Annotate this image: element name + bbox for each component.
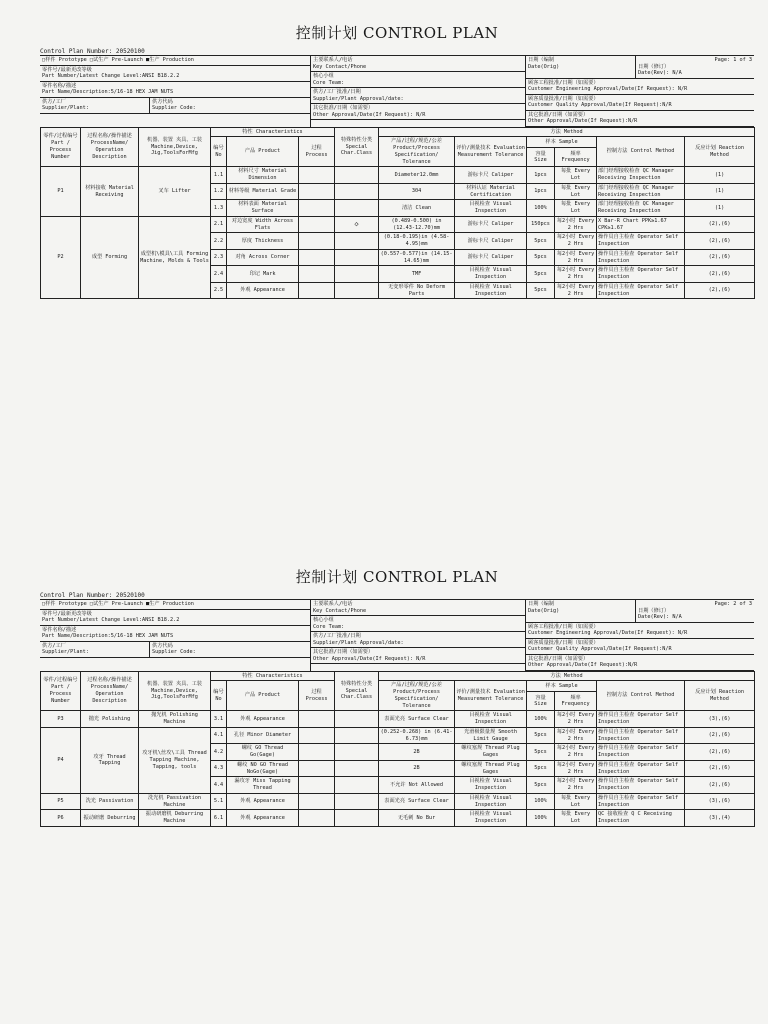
cell-size: 5pcs	[527, 760, 555, 777]
core-team-label: 核心小组	[313, 617, 334, 623]
col-sample: 样本 Sample	[527, 681, 597, 692]
col-process-name: 过程名称/操作描述 ProcessName/ Operation Description	[81, 127, 139, 167]
part-name-label: 零件名称/描述	[42, 82, 77, 89]
cell-freq: 每批 Every Lot	[555, 167, 597, 184]
cell-method: X Bar-R Chart PPK≥1.67 CPK≥1.67	[597, 216, 685, 233]
cell-special	[335, 266, 379, 283]
cell-eval: 目视检查 Visual Inspection	[455, 793, 527, 810]
part-name-value: Part Name/Description:5/16-18 HEX JAM NUTS	[42, 89, 174, 95]
page-number: Page: 1 of 3	[714, 57, 752, 63]
cell-process	[299, 793, 335, 810]
cell-spec: Diameter12.0mm	[379, 167, 455, 184]
cell-special	[335, 200, 379, 217]
part-number-label: 零件号/最新更改等级	[42, 610, 92, 617]
cell-method: 操作员自主检查 Operator Self Inspection	[597, 282, 685, 299]
cell-part: P2	[41, 216, 81, 299]
part-number-value: Part Number/Latest Change Level:ANSI B18.2.2	[42, 73, 180, 79]
supplier-code-label: 供方代码	[152, 642, 173, 649]
cell-special	[335, 727, 379, 744]
cell-process	[299, 167, 335, 184]
cell-eval: 目视检查 Visual Inspection	[455, 282, 527, 299]
plant-approval-value: Supplier/Plant Approval/date:	[313, 95, 404, 102]
cell-freq: 每批 Every Lot	[555, 810, 597, 827]
col-process-name: 过程名称/操作描述 ProcessName/ Operation Description	[81, 671, 139, 711]
table-row	[41, 711, 755, 728]
cell-spec: 2B	[379, 760, 455, 777]
cell-spec: 表面光亮 Surface Clear	[379, 711, 455, 728]
cell-eval: 游标卡尺 Caliper	[455, 249, 527, 266]
col-sample: 样本 Sample	[527, 137, 597, 148]
cell-reaction: (2),(6)	[685, 744, 755, 761]
supplier-value: Supplier/Plant:	[42, 649, 89, 655]
cell-eval: 螺纹塞规 Thread Plug Gages	[455, 760, 527, 777]
other-approval-right-value: Other Approval/Date(If Request):N/R	[528, 662, 638, 668]
other-approval-right-label: 其它批准/日期（如需要）	[528, 111, 589, 118]
other-approval-value: Other Approval/Date(If Request): N/R	[313, 655, 426, 662]
key-contact-value: Key Contact/Phone	[313, 607, 367, 614]
cell-method: 部门经理接收检查 QC Manager Receiving Inspection	[597, 200, 685, 217]
cell-no: 1.3	[211, 200, 227, 217]
cell-no: 2.1	[211, 216, 227, 233]
date-rev-label: 日期（修订）	[638, 63, 670, 70]
cell-eval: 材料认证 Material Certification	[455, 183, 527, 200]
cust-quality-label: 顾客质量批准/日期（如需要）	[528, 95, 599, 102]
cell-process	[299, 810, 335, 827]
supplier-code-value: Supplier Code:	[152, 649, 196, 655]
col-method-group: 方法 Method	[379, 127, 755, 137]
cell-no: 4.2	[211, 744, 227, 761]
table-row	[41, 167, 755, 184]
cell-reaction: (1)	[685, 167, 755, 184]
cell-freq: 每批 Every Lot	[555, 200, 597, 217]
cust-quality-value: Customer Quality Approval/Date(If Request):N/R	[528, 102, 672, 108]
col-machine: 机器、装置 夹具、工装 Machine,Device, Jig,ToolsForMfg	[139, 127, 211, 167]
cell-mach: 抛光机 Polishing Machine	[139, 711, 211, 728]
cell-process	[299, 777, 335, 794]
col-no: 编号 No	[211, 681, 227, 711]
date-rev-value: Date(Rev): N/A	[638, 70, 682, 76]
cell-reaction: (2),(6)	[685, 727, 755, 744]
cell-product: 外观 Appearance	[227, 711, 299, 728]
cell-process	[299, 711, 335, 728]
part-number-label: 零件号/最新更改等级	[42, 66, 92, 73]
cell-method: 操作员自主检查 Operator Self Inspection	[597, 793, 685, 810]
col-characteristics: 特性 Characteristics	[211, 127, 335, 137]
cell-freq: 每2小时 Every 2 Hrs	[555, 711, 597, 728]
col-spec: 产品/过程/规范/公差 Product/Process Specification/ Tolerance	[379, 137, 455, 167]
other-approval-right-label: 其它批准/日期（如需要）	[528, 655, 589, 662]
col-reaction: 反应计划 Reaction Method	[685, 137, 755, 167]
col-no: 编号 No	[211, 137, 227, 167]
cust-eng-label: 顾客工程批准/日期（如需要）	[528, 79, 599, 86]
cell-method: 操作员自主检查 Operator Self Inspection	[597, 727, 685, 744]
core-team-value: Core Team:	[313, 623, 345, 630]
cell-process	[299, 266, 335, 283]
cell-no: 4.4	[211, 777, 227, 794]
table-header	[41, 671, 755, 711]
col-size: 容量 Size	[527, 148, 555, 167]
cell-freq: 每2小时 Every 2 Hrs	[555, 266, 597, 283]
cell-special: ◇	[335, 216, 379, 233]
cell-product: 外观 Appearance	[227, 810, 299, 827]
cell-size: 5pcs	[527, 249, 555, 266]
cell-product: 材料尺寸 Material Dimension	[227, 167, 299, 184]
cell-special	[335, 282, 379, 299]
cell-spec: 不允许 Not Allowed	[379, 777, 455, 794]
cell-spec: 2B	[379, 744, 455, 761]
cell-process	[299, 233, 335, 250]
cell-reaction: (1)	[685, 183, 755, 200]
table-header	[41, 127, 755, 167]
cell-part: P4	[41, 727, 81, 793]
key-contact-value: Key Contact/Phone	[313, 63, 367, 70]
cell-freq: 每2小时 Every 2 Hrs	[555, 777, 597, 794]
col-characteristics: 特性 Characteristics	[211, 671, 335, 681]
col-product: 产品 Product	[227, 681, 299, 711]
control-plan-sheet-1	[40, 22, 754, 299]
cell-mach: 成型机\模具\工具 Forming Machine, Molds & Tools	[139, 216, 211, 299]
cell-special	[335, 183, 379, 200]
cell-product: 厚度 Thickness	[227, 233, 299, 250]
cell-mach: 洗光机 Passivation Machine	[139, 793, 211, 810]
cell-method: 操作员自主检查 Operator Self Inspection	[597, 777, 685, 794]
cell-size: 5pcs	[527, 727, 555, 744]
cell-method: QC 接收检查 Q C Receiving Inspection	[597, 810, 685, 827]
cell-reaction: (2),(6)	[685, 249, 755, 266]
cell-proc: 攻牙 Thread Tapping	[81, 727, 139, 793]
col-special: 特殊特性分类 Special Char.Class	[335, 127, 379, 167]
cell-special	[335, 760, 379, 777]
cell-spec: (0.18-0.195)in (4.58-4.95)mm	[379, 233, 455, 250]
cell-size: 100%	[527, 200, 555, 217]
date-rev-value: Date(Rev): N/A	[638, 614, 682, 620]
cell-size: 5pcs	[527, 233, 555, 250]
part-name-label: 零件名称/描述	[42, 626, 77, 633]
col-spec: 产品/过程/规范/公差 Product/Process Specification/ Tolerance	[379, 681, 455, 711]
supplier-label: 供方/工厂	[42, 98, 66, 105]
cell-eval: 目视检查 Visual Inspection	[455, 200, 527, 217]
other-approval-right-value: Other Approval/Date(If Request):N/R	[528, 118, 638, 124]
cell-spec: 304	[379, 183, 455, 200]
other-approval-label: 其它批准/日期（如需要）	[313, 105, 374, 111]
cell-size: 5pcs	[527, 266, 555, 283]
supplier-value: Supplier/Plant:	[42, 105, 89, 111]
cell-process	[299, 727, 335, 744]
cell-method: 操作员自主检查 Operator Self Inspection	[597, 249, 685, 266]
cell-reaction: (3),(6)	[685, 793, 755, 810]
cell-freq: 每2小时 Every 2 Hrs	[555, 233, 597, 250]
key-contact-label: 主要联系人/电话	[313, 57, 353, 63]
cell-freq: 每批 Every Lot	[555, 793, 597, 810]
cell-no: 3.1	[211, 711, 227, 728]
cell-reaction: (2),(6)	[685, 216, 755, 233]
control-plan-sheet-2	[40, 566, 754, 827]
plant-approval-label: 供方/工厂批准/日期	[313, 633, 361, 639]
table-body-1	[41, 167, 755, 299]
cell-process	[299, 216, 335, 233]
cell-product: 对边宽度 Width Across Flats	[227, 216, 299, 233]
cell-size: 5pcs	[527, 744, 555, 761]
core-team-label: 核心小组	[313, 73, 334, 79]
cell-mach: 攻牙机\丝攻\工具 Thread Tapping Machine, Tapping, tools	[139, 727, 211, 793]
cell-size: 100%	[527, 711, 555, 728]
cell-part: P6	[41, 810, 81, 827]
date-orig-value: Date(Orig)	[528, 607, 560, 614]
table-row	[41, 810, 755, 827]
plan-number: Control Plan Number: 20520100	[40, 588, 754, 600]
table-body-2	[41, 711, 755, 827]
col-part: 零件/过程编号 Part / Process Number	[41, 671, 81, 711]
cell-no: 1.2	[211, 183, 227, 200]
supplier-code-value: Supplier Code:	[152, 105, 196, 111]
cell-eval: 游标卡尺 Caliper	[455, 216, 527, 233]
col-process: 过程 Process	[299, 137, 335, 167]
cell-special	[335, 793, 379, 810]
cust-quality-label: 顾客质量批准/日期（如需要）	[528, 639, 599, 646]
col-frequency: 频率 Frequency	[555, 692, 597, 711]
date-rev-label: 日期（修订）	[638, 607, 670, 614]
cell-freq: 每2小时 Every 2 Hrs	[555, 760, 597, 777]
date-orig-value: Date(Orig)	[528, 63, 560, 70]
col-method-group: 方法 Method	[379, 671, 755, 681]
part-name-value: Part Name/Description:5/16-18 HEX JAM NUTS	[42, 633, 174, 639]
cell-no: 5.1	[211, 793, 227, 810]
cell-special	[335, 167, 379, 184]
cell-part: P1	[41, 167, 81, 217]
cell-spec: TMF	[379, 266, 455, 283]
cell-freq: 每2小时 Every 2 Hrs	[555, 216, 597, 233]
cell-product: 外观 Appearance	[227, 282, 299, 299]
cell-method: 操作员自主检查 Operator Self Inspection	[597, 266, 685, 283]
supplier-label: 供方/工厂	[42, 642, 66, 649]
page-number: Page: 2 of 3	[714, 601, 752, 607]
cell-special	[335, 233, 379, 250]
cell-spec: 表面光亮 Surface Clear	[379, 793, 455, 810]
cell-size: 150pcs	[527, 216, 555, 233]
cell-product: 外观 Appearance	[227, 793, 299, 810]
cell-reaction: (1)	[685, 200, 755, 217]
cell-product: 螺纹 GO Thread Go(Gage)	[227, 744, 299, 761]
cust-quality-value: Customer Quality Approval/Date(If Request):N/R	[528, 646, 672, 652]
page-title: 控制计划 CONTROL PLAN	[295, 24, 499, 42]
col-size: 容量 Size	[527, 692, 555, 711]
supplier-code-label: 供方代码	[152, 98, 173, 105]
cell-freq: 每批 Every Lot	[555, 183, 597, 200]
cell-product: 孔径 Minor Diameter	[227, 727, 299, 744]
cell-method: 部门经理接收检查 QC Manager Receiving Inspection	[597, 167, 685, 184]
cell-eval: 游标卡尺 Caliper	[455, 167, 527, 184]
part-number-value: Part Number/Latest Change Level:ANSI B18.2.2	[42, 617, 180, 623]
cell-eval: 螺纹塞规 Thread Plug Gages	[455, 744, 527, 761]
stage: □样件 Prototype □试生产 Pre-Launch ■生产 Production	[40, 600, 310, 610]
cell-size: 5pcs	[527, 777, 555, 794]
cell-product: 材料表面 Material Surface	[227, 200, 299, 217]
date-orig-label: 日期（编制	[528, 601, 554, 607]
cell-reaction: (2),(6)	[685, 266, 755, 283]
cell-reaction: (2),(6)	[685, 282, 755, 299]
cust-eng-value: Customer Engineering Approval/Date(If Request): N/R	[528, 86, 688, 92]
cell-proc: 洗光 Passivation	[81, 793, 139, 810]
cell-method: 操作员自主检查 Operator Self Inspection	[597, 760, 685, 777]
cell-mach: 振动研磨机 Deburring Machine	[139, 810, 211, 827]
cell-proc: 材料接收 Material Receiving	[81, 167, 139, 217]
header-block	[40, 56, 754, 127]
cell-process	[299, 200, 335, 217]
cell-reaction: (3),(4)	[685, 810, 755, 827]
cell-freq: 每2小时 Every 2 Hrs	[555, 249, 597, 266]
cell-no: 2.3	[211, 249, 227, 266]
cell-product: 漏攻牙 Miss Tapping Thread	[227, 777, 299, 794]
col-process: 过程 Process	[299, 681, 335, 711]
control-plan-table	[40, 671, 755, 827]
cell-mach: 叉车 Lifter	[139, 167, 211, 217]
cell-special	[335, 711, 379, 728]
col-product: 产品 Product	[227, 137, 299, 167]
cell-no: 2.2	[211, 233, 227, 250]
cell-reaction: (2),(6)	[685, 777, 755, 794]
cell-spec: (0.252-0.268) in (6.41-6.73)mm	[379, 727, 455, 744]
col-machine: 机器、装置 夹具、工装 Machine,Device, Jig,ToolsForMfg	[139, 671, 211, 711]
col-control-method: 控制方法 Control Method	[597, 137, 685, 167]
cust-eng-label: 顾客工程批准/日期（如需要）	[528, 623, 599, 630]
cell-reaction: (2),(6)	[685, 760, 755, 777]
cell-process	[299, 760, 335, 777]
col-reaction: 反应计划 Reaction Method	[685, 681, 755, 711]
cell-no: 4.1	[211, 727, 227, 744]
cell-no: 2.5	[211, 282, 227, 299]
cell-eval: 目视检查 Visual Inspection	[455, 266, 527, 283]
cell-proc: 振动研磨 Deburring	[81, 810, 139, 827]
cell-method: 操作员自主检查 Operator Self Inspection	[597, 233, 685, 250]
cell-product: 印记 Mark	[227, 266, 299, 283]
plant-approval-value: Supplier/Plant Approval/date:	[313, 639, 404, 646]
cell-size: 1pcs	[527, 183, 555, 200]
col-control-method: 控制方法 Control Method	[597, 681, 685, 711]
cell-proc: 抛光 Polishing	[81, 711, 139, 728]
other-approval-value: Other Approval/Date(If Request): N/R	[313, 111, 426, 118]
cell-spec: 无变形零件 No Deform Parts	[379, 282, 455, 299]
cell-no: 1.1	[211, 167, 227, 184]
col-part: 零件/过程编号 Part / Process Number	[41, 127, 81, 167]
cell-freq: 每2小时 Every 2 Hrs	[555, 727, 597, 744]
cell-spec: 清洁 Clean	[379, 200, 455, 217]
cell-product: 螺纹 NO GO Thread NoGo(Gage)	[227, 760, 299, 777]
header-block	[40, 600, 754, 671]
cell-freq: 每2小时 Every 2 Hrs	[555, 282, 597, 299]
cell-spec: 无毛刺 No Bur	[379, 810, 455, 827]
cell-part: P3	[41, 711, 81, 728]
table-row	[41, 727, 755, 744]
cell-special	[335, 249, 379, 266]
cust-eng-value: Customer Engineering Approval/Date(If Request): N/R	[528, 630, 688, 636]
cell-no: 2.4	[211, 266, 227, 283]
col-frequency: 频率 Frequency	[555, 148, 597, 167]
plant-approval-label: 供方/工厂批准/日期	[313, 89, 361, 95]
cell-eval: 光滑极限量规 Smooth Limit Gauge	[455, 727, 527, 744]
key-contact-label: 主要联系人/电话	[313, 601, 353, 607]
core-team-value: Core Team:	[313, 79, 345, 86]
cell-product: 材料等级 Material Grade	[227, 183, 299, 200]
cell-no: 6.1	[211, 810, 227, 827]
cell-eval: 目视检查 Visual Inspection	[455, 810, 527, 827]
page-title: 控制计划 CONTROL PLAN	[295, 568, 499, 586]
other-approval-label: 其它批准/日期（如需要）	[313, 649, 374, 655]
cell-spec: (0.557-0.577)in (14.15-14.65)mm	[379, 249, 455, 266]
cell-part: P5	[41, 793, 81, 810]
cell-product: 对角 Across Corner	[227, 249, 299, 266]
cell-method: 操作员自主检查 Operator Self Inspection	[597, 711, 685, 728]
cell-special	[335, 810, 379, 827]
cell-no: 4.3	[211, 760, 227, 777]
cell-process	[299, 183, 335, 200]
cell-reaction: (2),(6)	[685, 233, 755, 250]
cell-size: 1pcs	[527, 167, 555, 184]
date-orig-label: 日期（编制	[528, 57, 554, 63]
cell-process	[299, 282, 335, 299]
cell-freq: 每2小时 Every 2 Hrs	[555, 744, 597, 761]
cell-eval: 目视检查 Visual Inspection	[455, 711, 527, 728]
cell-size: 100%	[527, 810, 555, 827]
cell-spec: (0.489-0.500) in (12.43-12.70)mm	[379, 216, 455, 233]
cell-size: 100%	[527, 793, 555, 810]
table-row	[41, 216, 755, 233]
cell-eval: 游标卡尺 Caliper	[455, 233, 527, 250]
col-eval: 评价/测量技术 Evaluation Measurement Tolerance	[455, 681, 527, 711]
cell-size: 5pcs	[527, 282, 555, 299]
control-plan-table	[40, 127, 755, 300]
cell-eval: 目视检查 Visual Inspection	[455, 777, 527, 794]
cell-reaction: (3),(6)	[685, 711, 755, 728]
plan-number: Control Plan Number: 20520100	[40, 44, 754, 56]
col-special: 特殊特性分类 Special Char.Class	[335, 671, 379, 711]
cell-method: 操作员自主检查 Operator Self Inspection	[597, 744, 685, 761]
cell-process	[299, 744, 335, 761]
stage: □样件 Prototype □试生产 Pre-Launch ■生产 Production	[40, 56, 310, 66]
cell-special	[335, 744, 379, 761]
cell-method: 部门经理接收检查 QC Manager Receiving Inspection	[597, 183, 685, 200]
table-row	[41, 793, 755, 810]
cell-special	[335, 777, 379, 794]
cell-process	[299, 249, 335, 266]
cell-proc: 成型 Forming	[81, 216, 139, 299]
col-eval: 评价/测量技术 Evaluation Measurement Tolerance	[455, 137, 527, 167]
